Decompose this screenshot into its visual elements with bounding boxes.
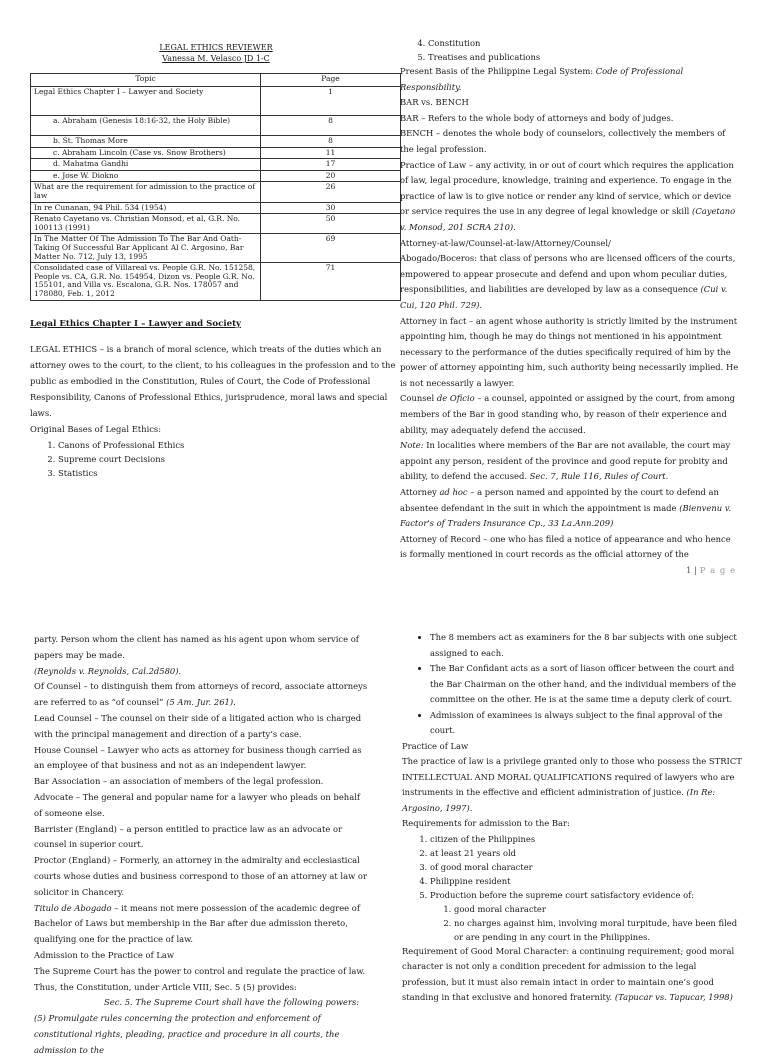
toc-page: 50 xyxy=(261,214,401,234)
admission-heading: Admission to the Practice of Law xyxy=(34,949,175,960)
list-item: 1. Canons of Professional Ethics xyxy=(58,438,402,452)
page2-left-column xyxy=(34,632,370,1059)
toc-page: 71 xyxy=(261,263,401,300)
toc-page: 30 xyxy=(261,202,401,214)
bench-definition: BENCH – denotes the whole body of counselors, collectively the members of the legal profession. xyxy=(400,128,726,154)
good-moral-character-paragraph xyxy=(402,944,742,1006)
list-item: 2. at least 21 years old xyxy=(430,846,742,860)
good-moral-text: Requirement of Good Moral Character: a continuing requirement; good moral character is not only a condition precedent for admission to the legal profession, but it must also remain intact in order to maintain one’s good standing in that exclusive and honored fraternity. xyxy=(402,945,735,1002)
term-italic: Titulo de Abogado xyxy=(34,902,112,913)
list-item: 4. Constitution xyxy=(428,36,740,50)
toc-page: 26 xyxy=(261,182,401,202)
list-item: 2. no charges against him, involving moral turpitude, have been filed or are pending in any court in the Philippines. xyxy=(454,916,742,944)
of-counsel-definition xyxy=(34,679,370,711)
list-item xyxy=(430,888,742,944)
bar-association-definition: Bar Association – an association of members of the legal profession. xyxy=(34,776,324,787)
present-basis-label: Present Basis of the Philippine Legal System: xyxy=(400,66,594,76)
citation: (5 Am. Jur. 261). xyxy=(166,697,236,708)
list-item: • Admission of examinees is always subject to the final approval of the court. xyxy=(430,708,742,739)
list-item: • The 8 members act as examiners for the 8 bar subjects with one subject assigned to each. xyxy=(430,630,742,661)
bar-definition: BAR – Refers to the whole body of attorneys and body of judges. xyxy=(400,112,674,123)
practice-of-law-definition xyxy=(400,158,740,236)
toc-header-page: Page xyxy=(261,74,401,87)
citation: (In Re: Argosino, 1997). xyxy=(402,787,716,813)
list-item: 5. Treatises and publications xyxy=(428,50,740,64)
term-definition: Of Counsel – to distinguish them from attorneys of record, associate attorneys are referred to as “of counsel” xyxy=(34,681,368,708)
note xyxy=(400,438,740,485)
toc-row xyxy=(31,116,401,136)
abogado-text: Abogado/Boceros: that class of persons who are licensed officers of the courts, empowered to appear prosecute and defend and upon whom peculiar duties, responsibilities, and liabilities are developed by law as a consequence xyxy=(400,253,736,295)
toc-body xyxy=(31,87,401,301)
page-number: 1 xyxy=(686,566,692,576)
toc-topic: d. Mahatma Gandhi xyxy=(31,159,261,171)
continued-list xyxy=(400,36,740,64)
citation: (Cayetano v. Monsod, 201 SCRA 210). xyxy=(400,206,736,232)
document-author: Vanessa M. Velasco JD 1-C xyxy=(162,54,270,63)
section-5-heading: Sec. 5. The Supreme Court shall have the following powers: xyxy=(104,997,360,1008)
present-basis xyxy=(400,64,740,95)
citation: (Bienvenu v. Factor's of Traders Insurance Cp., 33 La.Ann.209) xyxy=(400,502,732,529)
list-item: 1. good moral character xyxy=(454,902,742,916)
present-basis-value: Code of Professional Responsibility. xyxy=(400,66,684,92)
practice-of-law-text xyxy=(402,754,742,816)
attorney-of-record-definition: Attorney of Record – one who has filed a notice of appearance and who hence is formally mentioned in court records as the official attorney of the xyxy=(400,533,731,560)
citation: (Reynolds v. Reynolds, Cal.2d580). xyxy=(34,665,182,676)
proctor-definition: Proctor (England) – Formerly, an attorney in the admiralty and ecclesiastical courts whose duties and business correspond to those of an attorney at law or solicitor in Chancery. xyxy=(34,855,367,897)
bar-vs-bench: BAR vs. BENCH xyxy=(400,97,469,108)
note-text: In localities where members of the Bar are not available, the court may appoint any person, resident of the province and good repute for probity and ability, to defend the accused. xyxy=(400,440,731,482)
list-item: 1. citizen of the Philippines xyxy=(430,832,742,846)
note-label: Note: xyxy=(400,440,424,451)
requirements-list xyxy=(402,832,742,944)
toc-row xyxy=(31,202,401,214)
toc-topic: c. Abraham Lincoln (Case vs. Snow Brothers) xyxy=(31,147,261,159)
list-item-text: Production before the supreme court satisfactory evidence of: xyxy=(430,889,695,900)
titulo-de-abogado-definition xyxy=(34,901,370,948)
barrister-definition: Barrister (England) – a person entitled to practice law as an advocate or counsel in superior court. xyxy=(34,823,343,850)
list-item: 4. Philippine resident xyxy=(430,874,742,888)
page1-left-column xyxy=(30,42,402,480)
section-title: Legal Ethics Chapter I – Lawyer and Society xyxy=(30,318,242,329)
toc-table xyxy=(30,73,401,301)
toc-row xyxy=(31,159,401,171)
list-item: • The Bar Confidant acts as a sort of liason officer between the court and the Bar Chairman on the other hand, and the individual members of the committee on the other. He is at the same time a deputy clerk of court. xyxy=(430,661,742,708)
toc-topic: b. St. Thomas More xyxy=(31,136,261,148)
toc-row xyxy=(31,214,401,234)
toc-page: 8 xyxy=(261,136,401,148)
citation: (Cui v. Cui, 120 Phil. 729). xyxy=(400,284,728,310)
page-separator: | xyxy=(694,566,697,576)
list-item: 2. Supreme court Decisions xyxy=(58,452,402,466)
citation: (Tapucar vs. Tapucar, 1998) xyxy=(614,992,733,1002)
requirements-heading: Requirements for admission to the Bar: xyxy=(402,818,570,828)
toc-row xyxy=(31,87,401,116)
term-italic: ad hoc xyxy=(439,487,468,498)
counsel-de-oficio-definition xyxy=(400,391,740,438)
practice-of-law-heading: Practice of Law xyxy=(402,740,469,751)
toc-topic: Consolidated case of Villareal vs. People G.R. No. 151258, People vs. CA, G.R. No. 154954, Dizon vs. People G.R. No. 155101, and Villa vs. Escalona, G.R. Nos. 178057 and 178080, Feb. 1, 2012 xyxy=(31,263,261,300)
page-word: P a g e xyxy=(699,566,737,576)
toc-topic: e. Jose W. Diokno xyxy=(31,170,261,182)
toc-topic: In re Cunanan, 94 Phil. 534 (1954) xyxy=(31,202,261,214)
toc-page: 20 xyxy=(261,170,401,182)
attorney-in-fact-definition: Attorney in fact – an agent whose authority is strictly limited by the instrument appointing him, though he may do things not mentioned in his appointment necessary to the performance of the duties specifically required of him by the power of attorney appointing him, such authority being necessarily implied. He is not necessarily a lawyer. xyxy=(400,315,739,388)
toc-page: 69 xyxy=(261,234,401,263)
toc-row xyxy=(31,147,401,159)
original-bases-list xyxy=(30,438,402,480)
document-title: LEGAL ETHICS REVIEWER xyxy=(159,43,273,52)
page-footer xyxy=(686,566,736,576)
toc-row xyxy=(31,182,401,202)
toc-page: 1 xyxy=(261,87,401,116)
toc-topic: Renato Cayetano vs. Christian Monsod, et al, G.R. No. 100113 (1991) xyxy=(31,214,261,234)
toc-header-topic: Topic xyxy=(31,74,261,87)
section-5-text: (5) Promulgate rules concerning the protection and enforcement of constitutional rights, pleading, practice and procedure in all courts, the admission to the xyxy=(34,1013,340,1055)
toc-row xyxy=(31,234,401,263)
advocate-definition: Advocate – The general and popular name for a lawyer who pleads on behalf of someone else. xyxy=(34,791,360,818)
toc-topic: a. Abraham (Genesis 18:16-32, the Holy Bible) xyxy=(31,116,261,136)
lead-counsel-definition: Lead Counsel – The counsel on their side of a litigated action who is charged with the principal management and direction of a party’s case. xyxy=(34,712,362,739)
term-definition: – a counsel, appointed or assigned by the court, from among members of the Bar in good standing who, by reason of their experience and ability, may adequately defend the accused. xyxy=(400,393,735,435)
practice-text: Practice of Law – any activity, in or out of court which requires the application of law, legal procedure, knowledge, training and experience. To engage in the practice of law is to give notice or render any kind of service, which or device or service requires the use in any degree of legal knowledge or skill xyxy=(400,159,734,217)
toc-page: 11 xyxy=(261,147,401,159)
list-item: 3. of good moral character xyxy=(430,860,742,874)
page1-right-column xyxy=(400,36,740,563)
attorney-heading: Attorney-at-law/Counsel-at-law/Attorney/Counsel/ xyxy=(400,237,611,248)
abogado-definition xyxy=(400,251,740,313)
term-label: Counsel xyxy=(400,393,435,404)
legal-ethics-definition: LEGAL ETHICS – is a branch of moral science, which treats of the duties which an attorney owes to the court, to the client, to his colleagues in the profession and to the public as embodied in the Constitution, Rules of Court, the Code of Professional Responsibility, Canons of Professional Ethics, jurisprudence, moral laws and special laws. xyxy=(30,344,396,419)
toc-row xyxy=(31,263,401,300)
house-counsel-definition: House Counsel – Lawyer who acts as attorney for business though carried as an employee of that business and not as an independent lawyer. xyxy=(34,744,362,771)
toc-topic: Legal Ethics Chapter I – Lawyer and Society xyxy=(31,87,261,116)
continued-paragraph: party. Person whom the client has named as his agent upon whom service of papers may be made. xyxy=(34,634,359,660)
term-label: Attorney xyxy=(400,487,437,498)
toc-row xyxy=(31,170,401,182)
citation: Sec. 7, Rule 116, Rules of Court. xyxy=(529,471,669,482)
bar-exam-bullets xyxy=(402,630,742,739)
toc-topic: What are the requirement for admission to the practice of law xyxy=(31,182,261,202)
term-definition: – it means not mere possession of the academic degree of Bachelor of Laws but membership in the Bar after due admission thereto, qualifying one for the practice of law. xyxy=(34,902,360,945)
list-item: 3. Statistics xyxy=(58,466,402,480)
toc-topic: In The Matter Of The Admission To The Bar And Oath-Taking Of Successful Bar Applicant Al C. Argosino, Bar Matter No. 712, July 13, 1995 xyxy=(31,234,261,263)
page2-right-column xyxy=(402,630,742,1006)
original-bases-heading: Original Bases of Legal Ethics: xyxy=(30,423,162,434)
sub-requirements-list xyxy=(430,902,742,944)
term-italic: de Oficio xyxy=(436,393,475,404)
toc-row xyxy=(31,136,401,148)
document-header xyxy=(30,42,402,64)
toc-page: 17 xyxy=(261,159,401,171)
toc-page: 8 xyxy=(261,116,401,136)
term-definition: – a person named and appointed by the court to defend an absentee defendant in the suit in which the appointment is made xyxy=(400,487,719,513)
attorney-ad-hoc-definition xyxy=(400,485,740,532)
supreme-court-paragraph: The Supreme Court has the power to control and regulate the practice of law. Thus, the Constitution, under Article VIII, Sec. 5 (5) provides: xyxy=(34,965,366,992)
practice-text: The practice of law is a privilege granted only to those who possess the STRICT INTELLECTUAL AND MORAL QUALIFICATIONS required of lawyers who are instruments in the effective and efficient administration of justice. xyxy=(402,756,742,797)
